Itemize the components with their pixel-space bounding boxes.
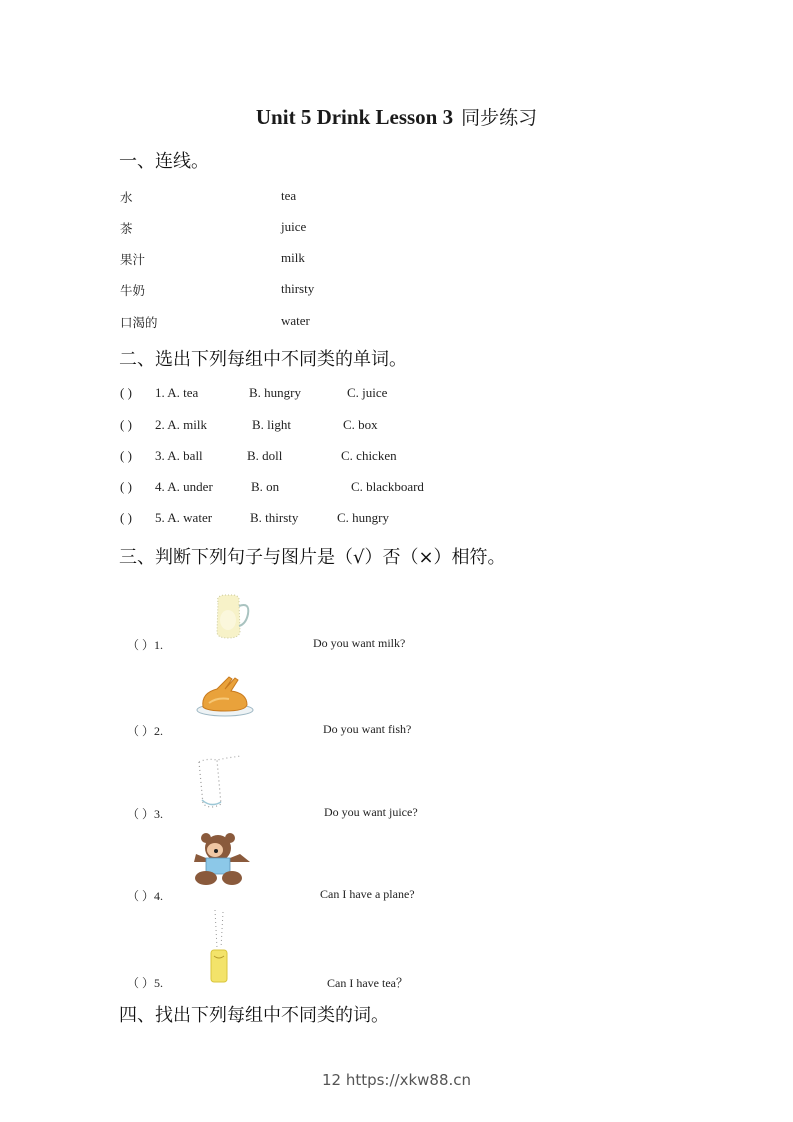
water-glass-icon	[193, 754, 245, 812]
answer-bracket[interactable]: ( )	[120, 448, 132, 463]
title-cn: 同步练习	[461, 107, 538, 129]
match-cn-2: 茶	[120, 221, 133, 236]
judge-sentence-5: Can I have tea？	[327, 976, 408, 990]
option-a: 3. A. ball	[155, 448, 203, 463]
page-title	[0, 103, 793, 130]
option-a: 1. A. tea	[155, 385, 199, 400]
judge-sentence-1: Do you want milk?	[313, 636, 406, 650]
option-b: B. thirsty	[250, 510, 299, 525]
section4-heading: 四、找出下列每组中不同类的词。	[119, 1005, 389, 1026]
match-en-4: thirsty	[281, 281, 315, 296]
answer-bracket[interactable]: ( )	[120, 385, 132, 400]
option-b: B. doll	[247, 448, 283, 463]
option-c: C. juice	[347, 385, 388, 400]
match-cn-4: 牛奶	[120, 283, 146, 298]
footer-watermark: 12 https://xkw88.cn	[321, 1071, 472, 1089]
judge-label-3[interactable]: （ ）3.	[127, 807, 164, 821]
judge-sentence-2: Do you want fish?	[323, 722, 412, 736]
roast-chicken-icon	[195, 673, 257, 718]
milk-jug-icon	[210, 592, 255, 640]
section1-heading: 一、连线。	[119, 151, 209, 172]
answer-bracket[interactable]: ( )	[120, 510, 132, 525]
option-b: B. light	[252, 417, 292, 432]
answer-bracket[interactable]: ( )	[120, 479, 132, 494]
option-a: 2. A. milk	[155, 417, 208, 432]
judge-label-1[interactable]: （ ）1.	[127, 638, 164, 652]
match-en-2: juice	[281, 219, 307, 234]
match-cn-1: 水	[120, 190, 133, 205]
option-c: C. box	[343, 417, 378, 432]
answer-bracket[interactable]: ( )	[120, 417, 132, 432]
title-en: Unit 5 Drink Lesson 3	[255, 105, 454, 129]
teddy-bear-icon	[192, 830, 252, 888]
section3-heading: 三、判断下列句子与图片是（√）否（×）相符。	[119, 547, 506, 568]
match-en-1: tea	[281, 188, 297, 203]
judge-label-2[interactable]: （ ）2.	[127, 724, 164, 738]
match-cn-5: 口渴的	[120, 315, 158, 330]
judge-sentence-3: Do you want juice?	[324, 805, 418, 819]
option-b: B. on	[251, 479, 280, 494]
match-en-3: milk	[281, 250, 305, 265]
option-a: 5. A. water	[155, 510, 213, 525]
option-c: C. hungry	[337, 510, 389, 525]
option-a: 4. A. under	[155, 479, 213, 494]
section2-heading: 二、选出下列每组中不同类的单词。	[119, 349, 407, 370]
option-b: B. hungry	[249, 385, 301, 400]
match-en-5: water	[281, 313, 310, 328]
option-c: C. blackboard	[351, 479, 424, 494]
judge-label-5[interactable]: （ ）5.	[127, 976, 164, 990]
judge-label-4[interactable]: （ ）4.	[127, 889, 164, 903]
judge-sentence-4: Can I have a plane?	[320, 887, 415, 901]
option-c: C. chicken	[341, 448, 397, 463]
match-cn-3: 果汁	[120, 252, 146, 267]
tea-glass-icon	[205, 908, 233, 986]
